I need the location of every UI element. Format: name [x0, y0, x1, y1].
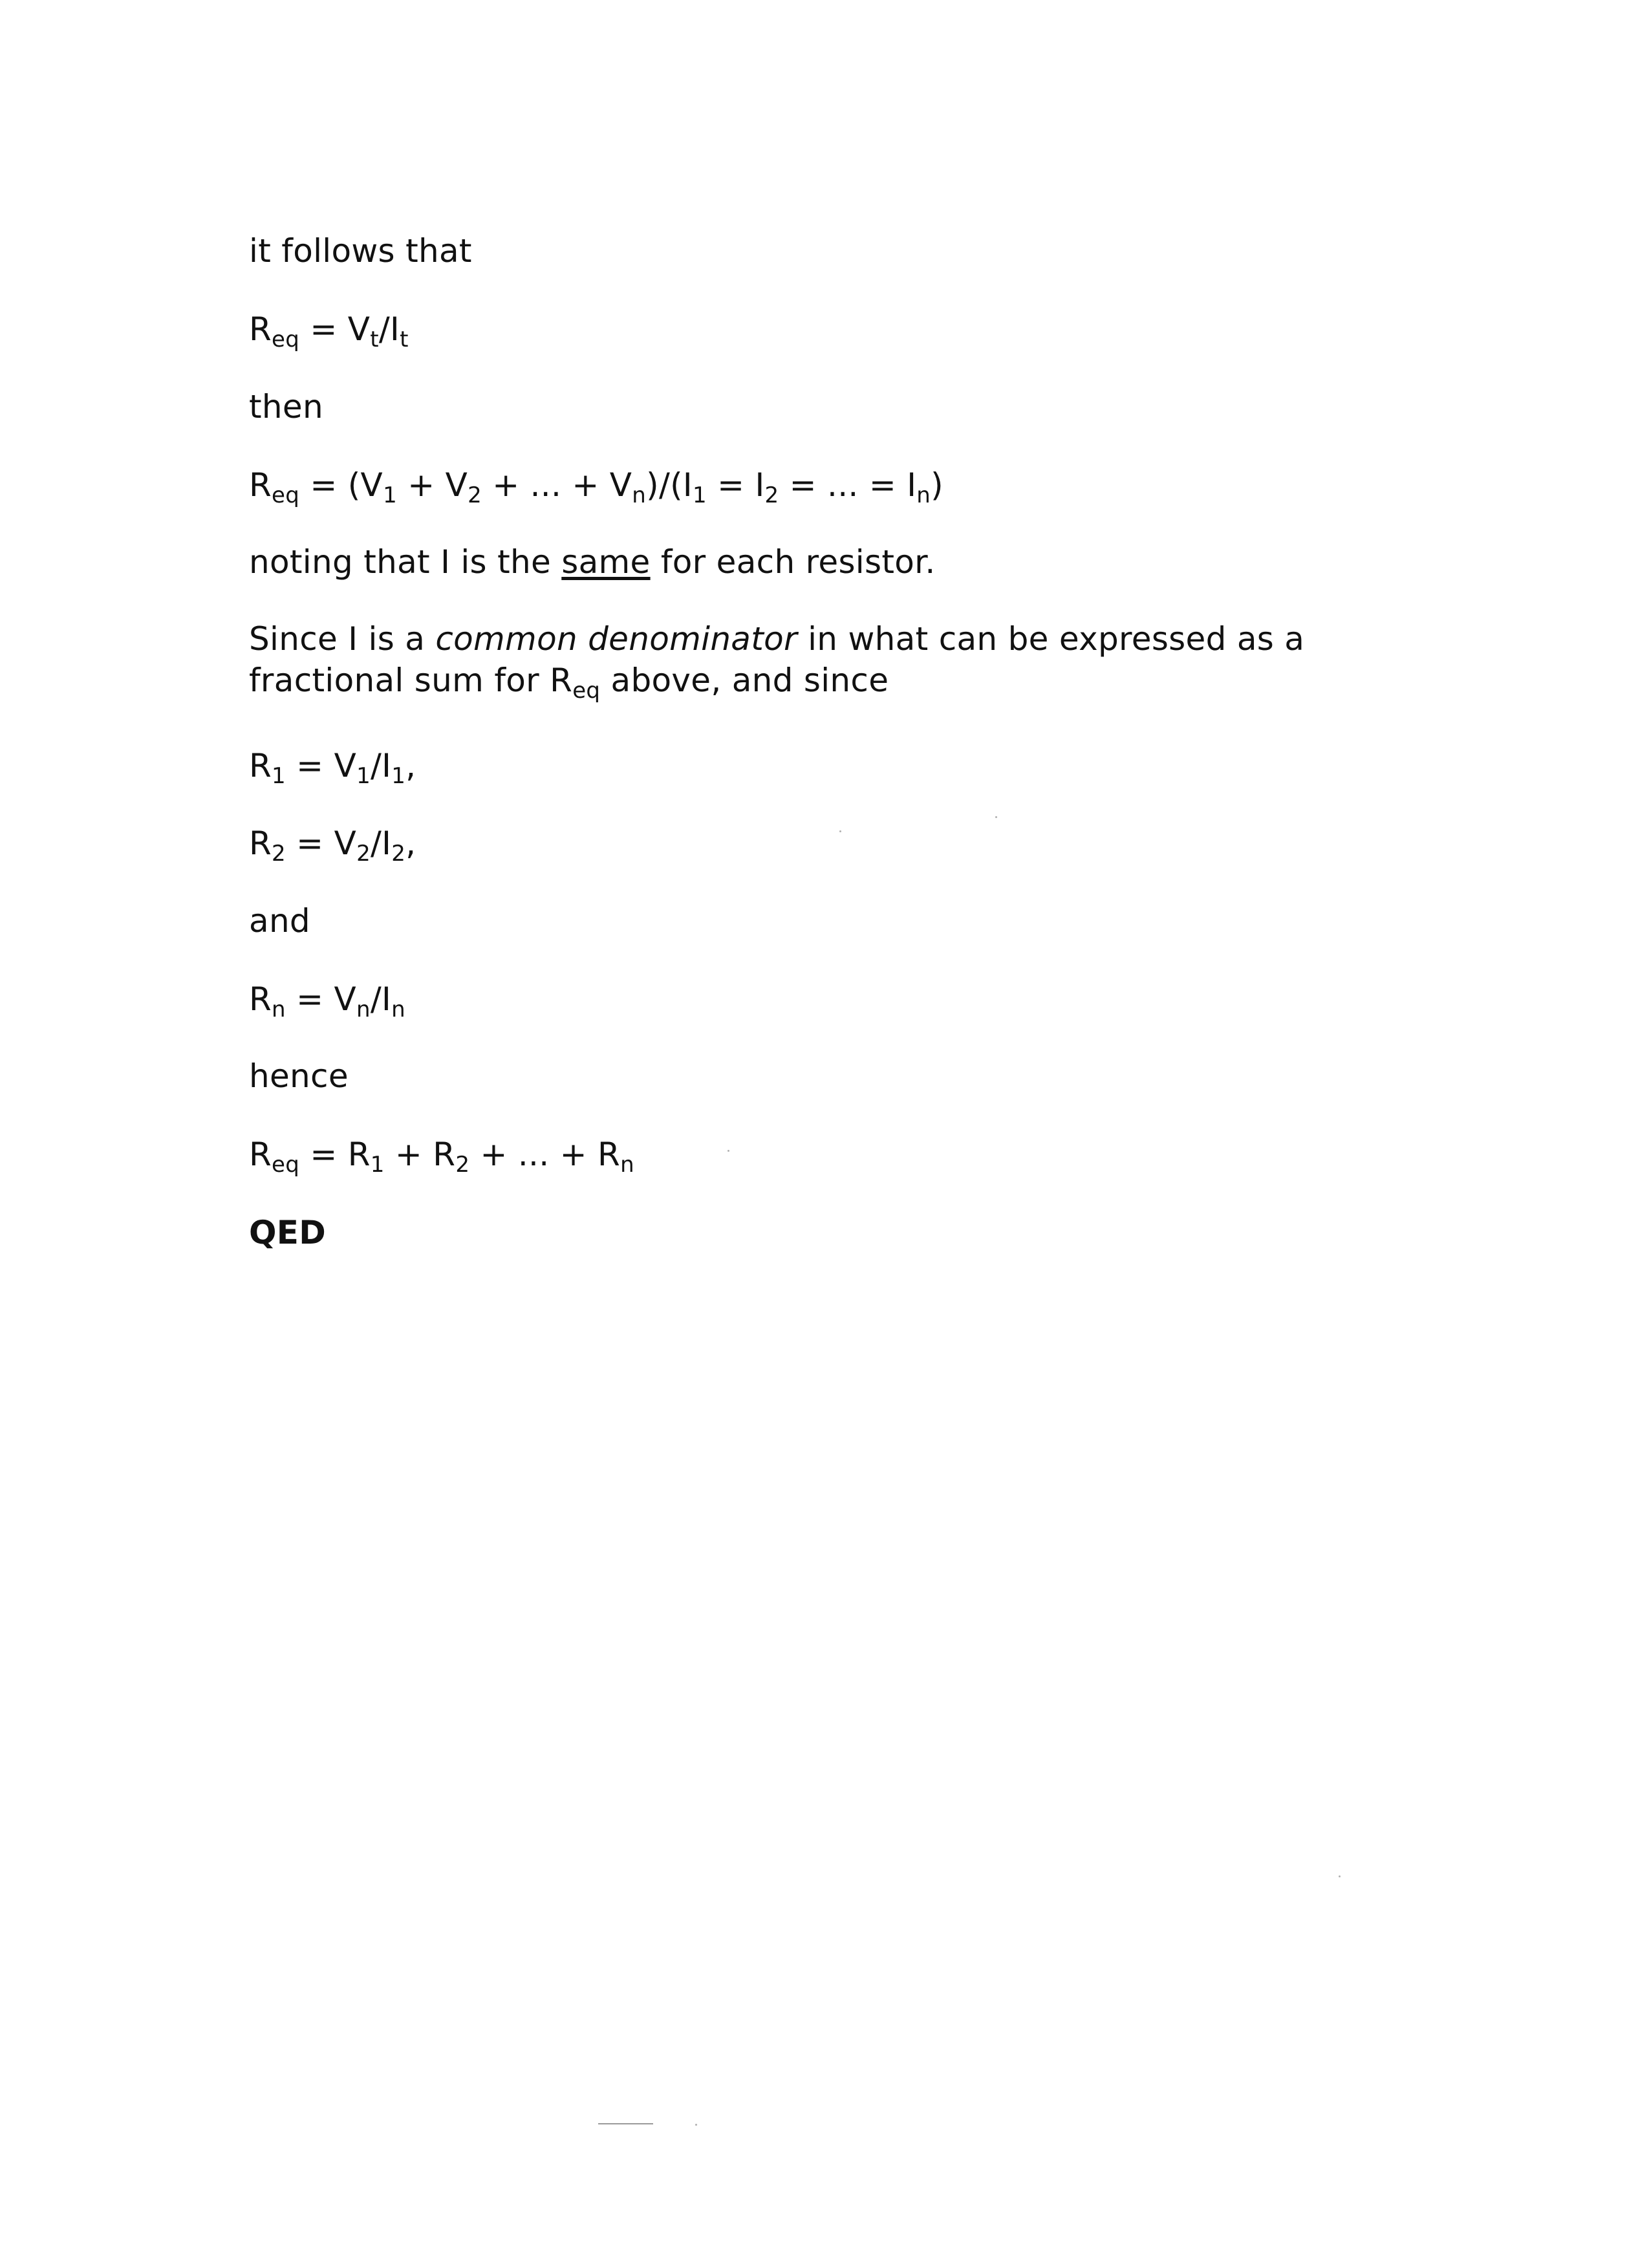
text-line-noting: noting that I is the same for each resistor.: [249, 543, 936, 581]
text-line-hence: hence: [249, 1057, 349, 1095]
italic-phrase: common denominator: [435, 620, 797, 658]
text-line-fractional-sum: fractional sum for $R_{eq}$ above, and since: [249, 662, 889, 704]
equation-r2: $R_2 = V_2/I_2$,: [249, 825, 416, 867]
qed-label: QED: [249, 1214, 327, 1251]
equation-rn: $R_n = V_n/I_n$: [249, 980, 405, 1022]
scan-mark: [598, 2123, 653, 2124]
underlined-word: same: [561, 543, 651, 581]
scan-dot: [995, 816, 997, 818]
scan-dot: [695, 2124, 697, 2126]
scan-dot: [727, 1150, 729, 1152]
equation-req-sum-voltages: $R_{eq} = (V_1 + V_2$ + ... + $V_n)/(I_1 = I_2$ = ... = $I_n$): [249, 466, 943, 508]
text-line-and: and: [249, 902, 310, 940]
text-line-since: Since I is a common denominator in what can be expressed as a: [249, 620, 1305, 658]
equation-req-vt-it: $R_{eq} = V_t/I_t$: [249, 310, 409, 352]
scan-dot: [839, 830, 841, 832]
equation-r1: $R_1 = V_1/I_1$,: [249, 747, 416, 789]
text-line-then: then: [249, 388, 323, 426]
scan-dot: [1339, 1875, 1341, 1877]
text-line-it-follows: it follows that: [249, 232, 472, 270]
equation-req-sum-resistors: $R_{eq} = R_1 + R_2$ + ... + $R_n$: [249, 1136, 634, 1178]
